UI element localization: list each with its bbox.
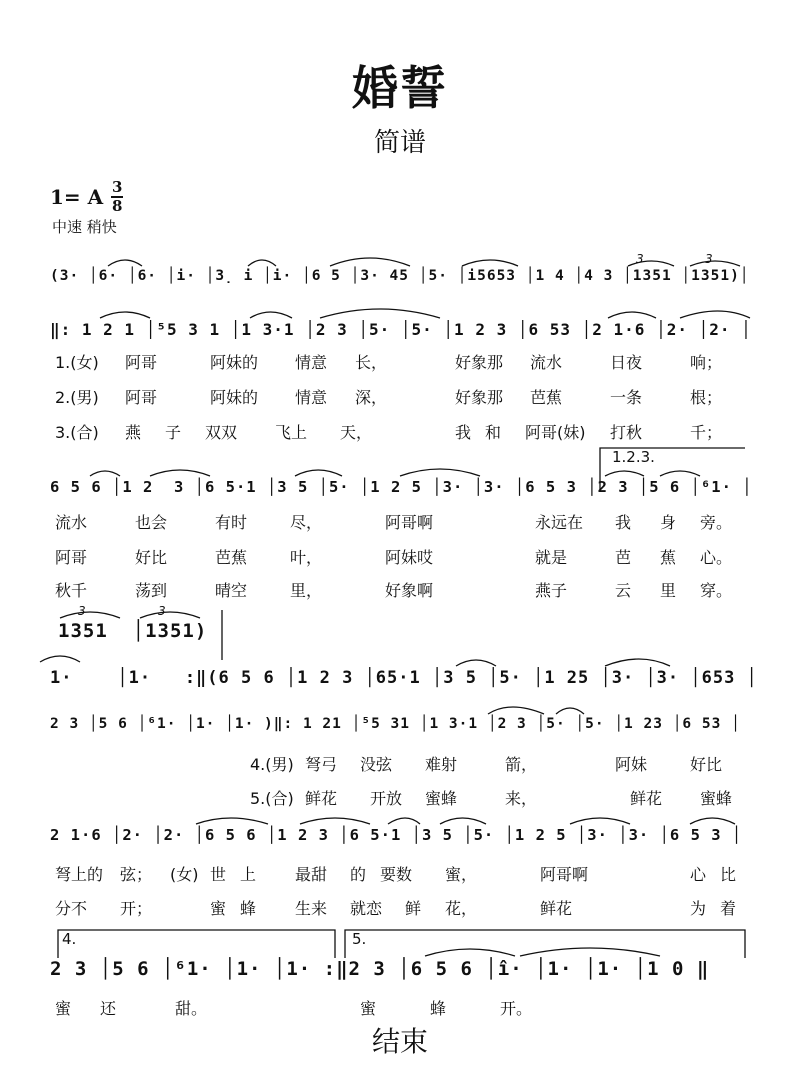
lyric-word: (女) bbox=[170, 865, 199, 884]
notation-text: 2 3 │5 6 │⁶1· │1· │1· :‖2 3 │6 5 6 │î· │1· │1· │1 0 ‖ bbox=[50, 958, 710, 980]
lyric-word: 箭， bbox=[505, 755, 538, 774]
volta-1-2-3: 1.2.3. bbox=[612, 448, 655, 466]
end-label: 结束 bbox=[371, 1025, 428, 1058]
lyric-word: 阿哥 bbox=[125, 388, 158, 407]
lyric-word: 要数 bbox=[380, 865, 413, 884]
time-top: 3 bbox=[111, 178, 123, 196]
notation-text: 1351 │1351) bbox=[58, 620, 208, 642]
lyric-word: 鲜花 bbox=[540, 899, 573, 918]
lyric-word: 就是 bbox=[535, 548, 568, 567]
notation-line bbox=[0, 826, 800, 866]
lyric-word: 深， bbox=[355, 388, 388, 407]
notation-line bbox=[0, 268, 800, 308]
notation-text: 2 1·6 │2· │2· │6 5 6 │1 2 3 │6 5·1 │3 5 │5· │1 2 5 │3· │3· │6 5 3 │ bbox=[50, 826, 743, 844]
notation-line bbox=[0, 668, 800, 708]
lyric-word: 芭 bbox=[615, 548, 632, 567]
lyric-word: 世 bbox=[210, 865, 227, 884]
lyric-word: 打秋 bbox=[610, 423, 643, 442]
lyric-word: 响； bbox=[690, 353, 723, 372]
lyric-word: 蜂 bbox=[240, 899, 257, 918]
notation-line bbox=[0, 716, 800, 756]
lyric-word: 千； bbox=[690, 423, 723, 442]
lyric-word: 双双 bbox=[205, 423, 238, 442]
lyric-word: 天， bbox=[340, 423, 373, 442]
lyric-word: 日夜 bbox=[610, 353, 643, 372]
notation-text: (3· │6· │6· │i· │3̣ i │i· │6 5 │3· 45 │5· │i5653 │1 4 │4 3 │1351 │1351)│ bbox=[50, 268, 750, 284]
volta-4: 4. bbox=[62, 930, 77, 948]
tempo-marking: 中速 稍快 bbox=[52, 218, 117, 236]
notation-text: 2 3 │5 6 │⁶1· │1· │1· )‖: 1 21 │⁵5 31 │1 3·1 │2 3 │5· │5· │1 23 │6 53 │ bbox=[50, 716, 741, 732]
lyric-word: 身 bbox=[660, 513, 677, 532]
lyric-word: 阿妹的 bbox=[210, 388, 259, 407]
lyric-word: 飞上 bbox=[275, 423, 308, 442]
lyric-word: 蜜 bbox=[360, 999, 377, 1018]
lyric-word: 叶， bbox=[290, 548, 323, 567]
lyric-word: 阿妹的 bbox=[210, 353, 259, 372]
lyric-word: 有时 bbox=[215, 513, 248, 532]
lyric-word: 开； bbox=[120, 899, 153, 918]
key-label: 1= A bbox=[50, 185, 104, 209]
notation-text: 6 5 6 │1 2 3 │6 5·1 │3 5 │5· │1 2 5 │3· │3· │6 5 3 │2 3 │5 6 │⁶1· │ bbox=[50, 478, 753, 496]
lyric-word: 开放 bbox=[370, 789, 403, 808]
lyric-word: 我 bbox=[455, 423, 472, 442]
triplet-mark: 3 bbox=[636, 252, 644, 266]
lyric-word: 荡到 bbox=[135, 581, 168, 600]
lyric-word: 阿哥啊 bbox=[540, 865, 589, 884]
triplet-mark: 3 bbox=[78, 604, 86, 618]
lyric-word: 还 bbox=[100, 999, 117, 1018]
lyric-word: 好象那 bbox=[455, 388, 504, 407]
lyric-word: 心。 bbox=[700, 548, 733, 567]
lyric-word: 蜂 bbox=[430, 999, 447, 1018]
lyric-word: 蜜 bbox=[210, 899, 227, 918]
lyric-word: 蕉 bbox=[660, 548, 677, 567]
lyric-word: 花， bbox=[445, 899, 478, 918]
lyric-word: 永远在 bbox=[535, 513, 584, 532]
lyric-word: 就恋 bbox=[350, 899, 383, 918]
lyric-word: 最甜 bbox=[295, 865, 328, 884]
notation-text: ‖: 1 2 1 │⁵5 3 1 │1 3·1 │2 3 │5· │5· │1 2 3 │6 53 │2 1·6 │2· │2· │ bbox=[50, 320, 752, 339]
lyric-word: 5.(合) bbox=[250, 789, 294, 808]
lyric-word: 4.(男) bbox=[250, 755, 294, 774]
lyric-word: 鲜 bbox=[405, 899, 422, 918]
lyric-word: 阿哥 bbox=[125, 353, 158, 372]
key-signature bbox=[50, 180, 123, 214]
lyric-word: 流水 bbox=[530, 353, 563, 372]
lyric-word: 阿哥 bbox=[55, 548, 88, 567]
notation-line bbox=[0, 958, 800, 998]
lyric-word: 阿哥啊 bbox=[385, 513, 434, 532]
lyric-word: 穿。 bbox=[700, 581, 733, 600]
lyric-word: 2.(男) bbox=[55, 388, 99, 407]
lyric-word: 晴空 bbox=[215, 581, 248, 600]
lyric-word: 里， bbox=[290, 581, 323, 600]
lyric-word: 我 bbox=[615, 513, 632, 532]
triplet-mark: 3 bbox=[158, 604, 166, 618]
lyric-word: 阿妹哎 bbox=[385, 548, 434, 567]
lyric-word: 阿妹 bbox=[615, 755, 648, 774]
lyric-word: 好象那 bbox=[455, 353, 504, 372]
lyric-word: 云 bbox=[615, 581, 632, 600]
lyric-word: 情意 bbox=[295, 353, 328, 372]
lyric-word: 好象啊 bbox=[385, 581, 434, 600]
lyric-word: 上 bbox=[240, 865, 257, 884]
lyric-word: 蜜蜂 bbox=[425, 789, 458, 808]
lyric-word: 鲜花 bbox=[305, 789, 338, 808]
lyric-word: 3.(合) bbox=[55, 423, 99, 442]
lyric-word: 没弦 bbox=[360, 755, 393, 774]
lyric-word: 蜜蜂 bbox=[700, 789, 733, 808]
lyric-word: 阿哥(妹) bbox=[525, 423, 586, 442]
lyric-word: 1.(女) bbox=[55, 353, 99, 372]
lyric-word: 弩弓 bbox=[305, 755, 338, 774]
notation-line bbox=[0, 320, 800, 360]
lyric-word: 也会 bbox=[135, 513, 168, 532]
lyric-word: 弩上的 bbox=[55, 865, 104, 884]
lyric-word: 心 bbox=[690, 865, 707, 884]
lyric-word: 来， bbox=[505, 789, 538, 808]
time-signature bbox=[111, 180, 123, 214]
lyric-word: 生来 bbox=[295, 899, 328, 918]
lyric-word: 好比 bbox=[135, 548, 168, 567]
lyric-word: 情意 bbox=[295, 388, 328, 407]
lyric-word: 子 bbox=[165, 423, 182, 442]
lyric-word: 甜。 bbox=[175, 999, 208, 1018]
lyric-word: 燕子 bbox=[535, 581, 568, 600]
lyric-word: 一条 bbox=[610, 388, 643, 407]
lyric-word: 为 bbox=[690, 899, 707, 918]
lyric-word: 鲜花 bbox=[630, 789, 663, 808]
score-subtitle: 简谱 bbox=[373, 128, 426, 158]
notation-line bbox=[0, 620, 800, 660]
lyric-word: 蜜 bbox=[55, 999, 72, 1018]
notation-text: 1· │1· :‖(6 5 6 │1 2 3 │65·1 │3 5 │5· │1 25 │3· │3· │653 │ bbox=[50, 668, 758, 688]
lyric-word: 长， bbox=[355, 353, 388, 372]
lyric-word: 比 bbox=[720, 865, 737, 884]
lyric-word: 着 bbox=[720, 899, 737, 918]
lyric-word: 分不 bbox=[55, 899, 88, 918]
lyric-word: 旁。 bbox=[700, 513, 733, 532]
lyric-word: 难射 bbox=[425, 755, 458, 774]
volta-5: 5. bbox=[352, 930, 367, 948]
lyric-word: 的 bbox=[350, 865, 367, 884]
lyric-word: 里 bbox=[660, 581, 677, 600]
lyric-word: 根； bbox=[690, 388, 723, 407]
lyric-word: 弦； bbox=[120, 865, 153, 884]
lyric-word: 和 bbox=[485, 423, 502, 442]
lyric-word: 燕 bbox=[125, 423, 142, 442]
lyric-word: 好比 bbox=[690, 755, 723, 774]
lyric-word: 开。 bbox=[500, 999, 533, 1018]
triplet-mark: 3 bbox=[705, 252, 713, 266]
lyric-word: 流水 bbox=[55, 513, 88, 532]
lyric-word: 芭蕉 bbox=[530, 388, 563, 407]
lyric-word: 尽， bbox=[290, 513, 323, 532]
lyric-word: 秋千 bbox=[55, 581, 88, 600]
song-title: 婚誓 bbox=[352, 61, 448, 115]
time-bottom: 8 bbox=[111, 197, 123, 215]
lyric-word: 蜜， bbox=[445, 865, 478, 884]
lyric-word: 芭蕉 bbox=[215, 548, 248, 567]
